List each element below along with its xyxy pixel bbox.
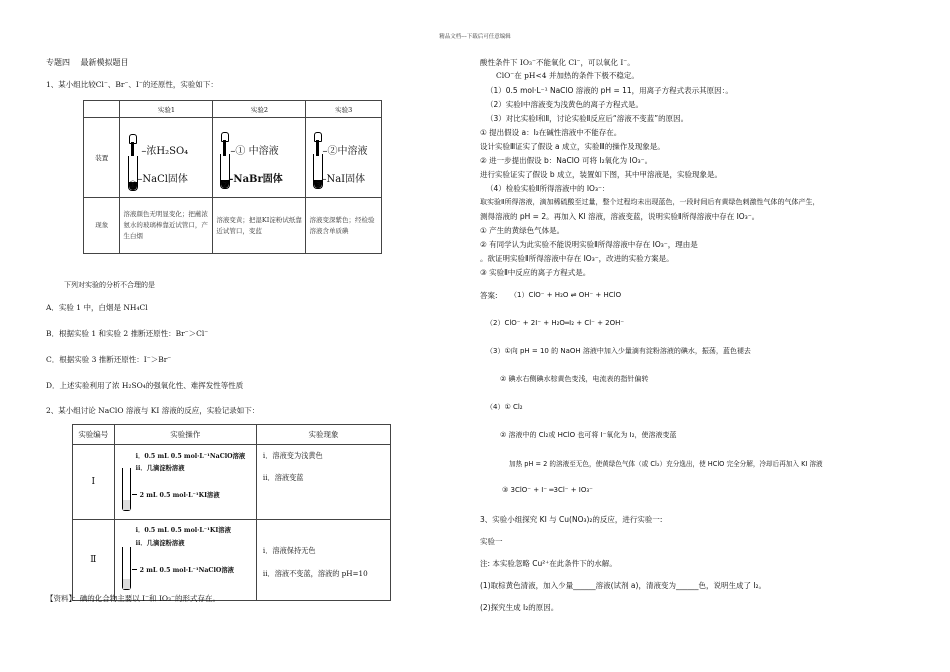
operation-step: ii．几滴淀粉溶液 xyxy=(135,465,185,472)
phenomenon: ii．溶液不变蓝，溶液的 pH=10 xyxy=(262,569,368,578)
operation-diagram-1 xyxy=(116,446,255,518)
q3-line: 3、实验小组探究 KI 与 Cu(NO₃)₂的反应，进行实验一: xyxy=(480,515,663,524)
table1-corner xyxy=(84,101,120,118)
apparatus-top-label: –②中溶液 xyxy=(322,146,368,157)
text-line: （4）检验实验Ⅱ所得溶液中的 IO₃⁻： xyxy=(486,184,610,193)
phenomenon: i．溶液变为浅黄色 xyxy=(262,451,323,460)
table2-header: 实验操作 xyxy=(114,425,256,445)
table1-header: 实验3 xyxy=(306,101,382,118)
experiment-table-2 xyxy=(72,424,391,601)
apparatus-top-label: –① 中溶液 xyxy=(230,146,279,157)
apparatus-1 xyxy=(123,120,209,195)
answer-label: 答案: xyxy=(480,291,498,300)
text-line: 酸性条件下 IO₃⁻不能氧化 Cl⁻，可以氧化 I⁻。 xyxy=(480,58,635,67)
text-line: （2）实验Ⅰ中溶液变为浅黄色的离子方程式是。 xyxy=(486,100,643,109)
table1-row-label: 现象 xyxy=(84,198,120,254)
answer-line: ② 碘水右侧碘水棕黄色变浅，电流表的指针偏转 xyxy=(500,375,649,383)
apparatus-2 xyxy=(216,120,302,195)
apparatus-bottom-label: –NaBr固体 xyxy=(228,174,283,185)
operation-step: ii．几滴淀粉溶液 xyxy=(135,540,185,547)
text-line: 进行实验证实了假设 b 成立，装置如下图，其中甲溶液是，实验现象是。 xyxy=(480,170,723,179)
text-line: 测得溶液的 pH = 2。再加入 KI 溶液，溶液变蓝，说明实验Ⅱ所得溶液中存在 IO₃⁻。 xyxy=(480,212,760,221)
answer-line: （1）ClO⁻ + H₂O ⇌ OH⁻ + HClO xyxy=(510,291,622,299)
apparatus-bottom-label: –NaI固体 xyxy=(321,174,366,185)
observation-cell: 溶液变黄；把湿KI淀粉试纸靠近试管口，变蓝 xyxy=(213,198,306,254)
text-line: 设计实验Ⅲ证实了假设 a 成立，实验Ⅲ的操作及现象是。 xyxy=(480,142,665,151)
q1-stem: 1、某小组比较Cl⁻、Br⁻、I⁻的还原性，实验如下： xyxy=(46,80,218,89)
operation-step: 2 mL 0.5 mol·L⁻¹KI溶液 xyxy=(139,492,220,499)
text-line: ① 提出假设 a：I₂在碱性溶液中不能存在。 xyxy=(480,128,622,137)
operation-diagram-2 xyxy=(116,521,255,599)
experiment-table-1 xyxy=(83,100,382,254)
q2-stem: 2、某小组讨论 NaClO 溶液与 KI 溶液的反应，实验记录如下： xyxy=(46,406,260,415)
q3-line: 注: 本实验忽略 Cu²⁺在此条件下的水解。 xyxy=(480,559,617,568)
answer-line: （4）① Cl₂ xyxy=(486,403,523,411)
table2-header: 实验现象 xyxy=(256,425,390,445)
table1-row-label: 装置 xyxy=(84,118,120,198)
table1-header: 实验2 xyxy=(213,101,306,118)
q1-option: A．实验 1 中，白烟是 NH₄Cl xyxy=(46,303,148,312)
page-header: 精品文档---下载后可任意编辑 xyxy=(439,34,511,40)
q1-prompt: 下列对实验的分析不合理的是 xyxy=(64,281,155,289)
q3-line: (2)探究生成 I₂的原因。 xyxy=(480,603,559,612)
experiment-id: Ⅰ xyxy=(73,445,115,520)
observation-cell: 溶液颜色无明显变化；把蘸浓氨水的玻璃棒靠近试管口，产生白烟 xyxy=(120,198,213,254)
text-line: ClO⁻在 pH<4 并加热的条件下极不稳定。 xyxy=(496,71,639,80)
apparatus-3 xyxy=(309,120,378,195)
text-line: （3）对比实验Ⅰ和Ⅱ，讨论实验Ⅱ反应后“溶液不变蓝”的原因。 xyxy=(486,114,689,123)
answer-line: 加热 pH = 2 的溶液至无色，使黄绿色气体（或 Cl₂）充分逸出，使 HClO 完全分解，冷却后再加入 KI 溶液 xyxy=(509,460,823,468)
answer-line: （3）①向 pH = 10 的 NaOH 溶液中加入少量滴有淀粉溶液的碘水，振荡，蓝色褪去 xyxy=(486,347,751,355)
answer-line: （2）ClO⁻ + 2I⁻ + H₂O═I₂ + Cl⁻ + 2OH⁻ xyxy=(486,319,625,327)
section-title: 专题四 最新模拟题目 xyxy=(46,58,129,67)
apparatus-number: ③ xyxy=(313,180,323,191)
text-line: ② 有同学认为此实验不能说明实验Ⅱ所得溶液中存在 IO₃⁻，理由是 xyxy=(480,240,698,249)
answer-line: ② 溶液中的 Cl₂或 HClO 也可将 I⁻氧化为 I₂，使溶液变蓝 xyxy=(500,431,677,439)
operation-step: i．0.5 mL 0.5 mol·L⁻¹KI溶液 xyxy=(135,527,231,534)
table2-header: 实验编号 xyxy=(73,425,115,445)
text-line: ① 产生的黄绿色气体是。 xyxy=(480,226,565,235)
q3-line: 实验一 xyxy=(480,537,503,546)
text-line: 。欲证明实验Ⅱ所得溶液中存在 IO₃⁻，改进的实验方案是。 xyxy=(480,254,674,263)
text-line: ② 进一步提出假设 b：NaClO 可将 I₂氧化为 IO₃⁻。 xyxy=(480,156,653,165)
text-line: ③ 实验Ⅱ中反应的离子方程式是。 xyxy=(480,268,591,277)
q1-option: D．上述实验利用了浓 H₂SO₄的强氧化性、难挥发性等性质 xyxy=(46,381,244,390)
phenomenon: i．溶液保持无色 xyxy=(262,546,316,555)
text-line: （1）0.5 mol·L⁻¹ NaClO 溶液的 pH = 11，用离子方程式表示其原因：。 xyxy=(486,86,733,95)
observation-cell: 溶液变深紫色；经检验溶液含单质碘 xyxy=(306,198,382,254)
phenomenon: ii．溶液变蓝 xyxy=(262,473,304,482)
resource-note: 【资料】：碘的化合物主要以 I⁻和 IO₃⁻的形式存在。 xyxy=(46,594,221,603)
operation-step: i．0.5 mL 0.5 mol·L⁻¹NaClO溶液 xyxy=(135,453,246,460)
apparatus-bottom-label: –NaCl固体 xyxy=(137,174,188,185)
table1-header: 实验1 xyxy=(120,101,213,118)
experiment-id: Ⅱ xyxy=(73,520,115,601)
answer-line: ③ 3ClO⁻ + I⁻ ═3Cl⁻ + IO₃⁻ xyxy=(502,486,593,494)
apparatus-number: ② xyxy=(220,180,230,191)
apparatus-number: ① xyxy=(128,180,138,191)
q3-line: (1)取棕黄色清液，加入少量______溶液(试剂 a)，清液变为______色，说明生成了 I₂。 xyxy=(480,581,767,590)
apparatus-top-label: –浓H₂SO₄ xyxy=(141,146,189,157)
text-line: 取实验Ⅱ所得溶液，滴加稀硫酸至过量，整个过程均未出现蓝色，一段时间后有黄绿色刺激性气体的气体产生， xyxy=(480,198,820,206)
q1-option: B．根据实验 1 和实验 2 推断还原性：Br⁻＞Cl⁻ xyxy=(46,329,209,338)
q1-option: C．根据实验 3 推断还原性：I⁻＞Br⁻ xyxy=(46,355,172,364)
operation-step: 2 mL 0.5 mol·L⁻¹NaClO溶液 xyxy=(139,567,234,574)
